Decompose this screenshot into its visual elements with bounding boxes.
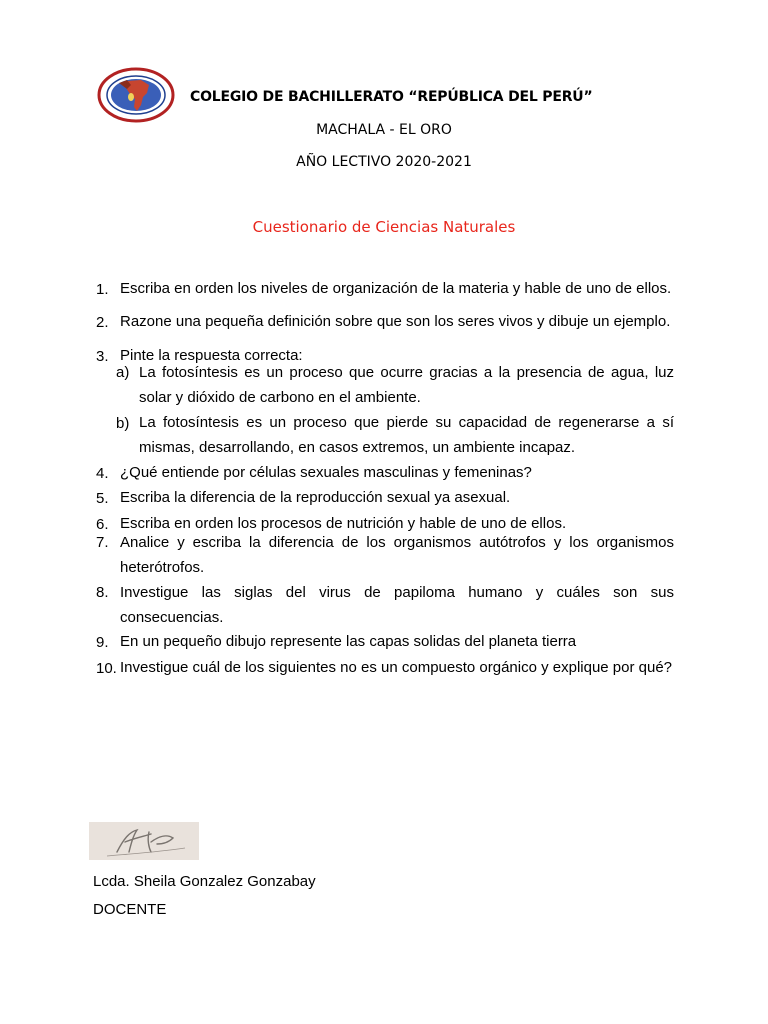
city-line: MACHALA - EL ORO [316, 122, 452, 138]
item-text: Razone una pequeña definición sobre que son los seres vivos y dibuje un ejemplo. [120, 313, 671, 330]
item-text: Investigue las siglas del virus de papiloma humano y cuáles son sus consecuencias. [120, 584, 674, 626]
document-title: Cuestionario de Ciencias Naturales [252, 218, 516, 236]
item-text: Escriba en orden los procesos de nutrición y hable de uno de ellos. [120, 515, 567, 532]
item-text: ¿Qué entiende por células sexuales masculinas y femeninas? [120, 464, 532, 481]
item-number: 4. [96, 465, 109, 482]
item-number: 7. [96, 534, 109, 551]
item-number: 6. [96, 516, 109, 533]
school-name: COLEGIO DE BACHILLERATO “REPÚBLICA DEL PERÚ” [190, 89, 593, 105]
sub-item-letter: a) [116, 364, 130, 381]
item-number: 1. [96, 281, 109, 298]
item-number: 8. [96, 584, 109, 601]
item-text: Escriba en orden los niveles de organización de la materia y hable de uno de ellos. [120, 280, 672, 297]
item-text: Pinte la respuesta correcta: [120, 347, 303, 364]
item-text: En un pequeño dibujo represente las capas solidas del planeta tierra [120, 633, 577, 650]
item-number: 9. [96, 634, 109, 651]
teacher-name: Lcda. Sheila Gonzalez Gonzabay [93, 873, 316, 890]
item-text: Analice y escriba la diferencia de los organismos autótrofos y los organismos heterótrofos. [120, 534, 674, 576]
sub-item-text: La fotosíntesis es un proceso que ocurre gracias a la presencia de agua, luz solar y dióxido de carbono en el ambiente. [139, 364, 674, 406]
item-number: 10. [96, 660, 117, 677]
item-number: 3. [96, 348, 109, 365]
signature-image [89, 822, 199, 860]
school-logo [97, 67, 175, 123]
item-number: 5. [96, 490, 109, 507]
sub-item-letter: b) [116, 415, 130, 432]
item-text: Escriba la diferencia de la reproducción sexual ya asexual. [120, 489, 511, 506]
item-text: Investigue cuál de los siguientes no es un compuesto orgánico y explique por qué? [120, 659, 673, 676]
sub-item-text: La fotosíntesis es un proceso que pierde su capacidad de regenerarse a sí mismas, desarrollando, en casos extremos, un ambiente incapaz. [139, 414, 674, 456]
item-number: 2. [96, 314, 109, 331]
teacher-role: DOCENTE [93, 901, 167, 918]
school-year: AÑO LECTIVO 2020-2021 [296, 154, 472, 170]
